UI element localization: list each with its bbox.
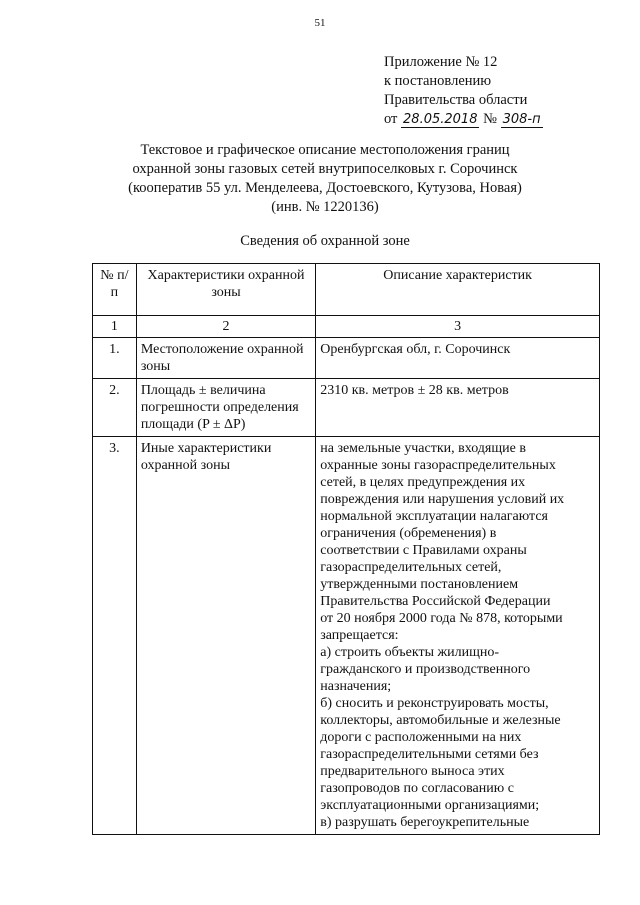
description-line: Правительства Российской Федерации bbox=[320, 594, 551, 609]
table-row bbox=[93, 437, 600, 835]
title-line-2: охранной зоны газовых сетей внутрипоселковых г. Сорочинск bbox=[132, 161, 518, 177]
description-line: коллекторы, автомобильные и железные bbox=[320, 713, 561, 728]
index-cell-3: 3 bbox=[316, 316, 600, 338]
appendix-title: Приложение № 12 bbox=[384, 54, 498, 70]
title-line-3: (кооператив 55 ул. Менделеева, Достоевского, Кутузова, Новая) bbox=[128, 180, 522, 196]
handwritten-date: 28.05.2018 bbox=[403, 112, 478, 127]
description-line: а) строить объекты жилищно- bbox=[320, 645, 500, 660]
description-line: газораспределительными сетями без bbox=[320, 747, 539, 762]
description-line: ограничения (обременения) в bbox=[320, 526, 497, 541]
description-line: на земельные участки, входящие в bbox=[320, 441, 526, 456]
row-description: Оренбургская обл, г. Сорочинск bbox=[316, 338, 600, 379]
document-title bbox=[90, 141, 560, 217]
row-num: 3. bbox=[93, 437, 137, 835]
appendix-line-2: к постановлению bbox=[384, 73, 492, 89]
table-row bbox=[93, 338, 600, 379]
appendix-line-3: Правительства области bbox=[384, 92, 528, 108]
row-num: 2. bbox=[93, 379, 137, 437]
appendix-date-line bbox=[384, 110, 543, 129]
index-cell-2: 2 bbox=[136, 316, 315, 338]
title-line-4: (инв. № 1220136) bbox=[271, 199, 379, 215]
handwritten-number: 308-п bbox=[502, 112, 541, 127]
description-line: сетей, в целях предупреждения их bbox=[320, 475, 526, 490]
appendix-block bbox=[384, 53, 543, 129]
description-line: утвержденными постановлением bbox=[320, 577, 519, 592]
table-header-row bbox=[93, 264, 600, 316]
description-line: б) сносить и реконструировать мосты, bbox=[320, 696, 549, 711]
page-number: 51 bbox=[314, 17, 326, 29]
description-line: охранные зоны газораспределительных bbox=[320, 458, 556, 473]
description-line: в) разрушать берегоукрепительные bbox=[320, 815, 530, 830]
description-line: гражданского и производственного bbox=[320, 662, 531, 677]
date-prefix: от bbox=[384, 111, 398, 127]
row-characteristic: Площадь ± величина погрешности определения площади (P ± ΔP) bbox=[136, 379, 315, 437]
row-description: 2310 кв. метров ± 28 кв. метров bbox=[316, 379, 600, 437]
scan-footer-marks bbox=[0, 892, 640, 902]
description-line: нормальной эксплуатации налагаются bbox=[320, 509, 548, 524]
description-line: эксплуатационными организациями; bbox=[320, 798, 540, 813]
zone-table bbox=[92, 263, 600, 835]
header-characteristics: Характеристики охранной зоны bbox=[136, 264, 315, 316]
description-line: назначения; bbox=[320, 679, 392, 694]
description-line: дороги с расположенными на них bbox=[320, 730, 522, 745]
header-num: № п/п bbox=[93, 264, 137, 316]
number-prefix: № bbox=[483, 111, 497, 127]
table-index-row bbox=[93, 316, 600, 338]
header-description: Описание характеристик bbox=[316, 264, 600, 316]
row-description-multiline bbox=[316, 437, 600, 835]
row-num: 1. bbox=[93, 338, 137, 379]
description-line: от 20 ноября 2000 года № 878, которыми bbox=[320, 611, 563, 626]
row-characteristic: Иные характеристики охранной зоны bbox=[136, 437, 315, 835]
section-subtitle: Сведения об охранной зоне bbox=[240, 233, 410, 249]
index-cell-1: 1 bbox=[93, 316, 137, 338]
table-row bbox=[93, 379, 600, 437]
description-line: соответствии с Правилами охраны bbox=[320, 543, 527, 558]
description-line: газопроводов по согласованию с bbox=[320, 781, 514, 796]
row-characteristic: Местоположение охранной зоны bbox=[136, 338, 315, 379]
description-line: запрещается: bbox=[320, 628, 399, 643]
description-line: повреждения или нарушения условий их bbox=[320, 492, 565, 507]
description-line: газораспределительных сетей, bbox=[320, 560, 502, 575]
title-line-1: Текстовое и графическое описание местоположения границ bbox=[140, 142, 510, 158]
description-line: предварительного выноса этих bbox=[320, 764, 505, 779]
